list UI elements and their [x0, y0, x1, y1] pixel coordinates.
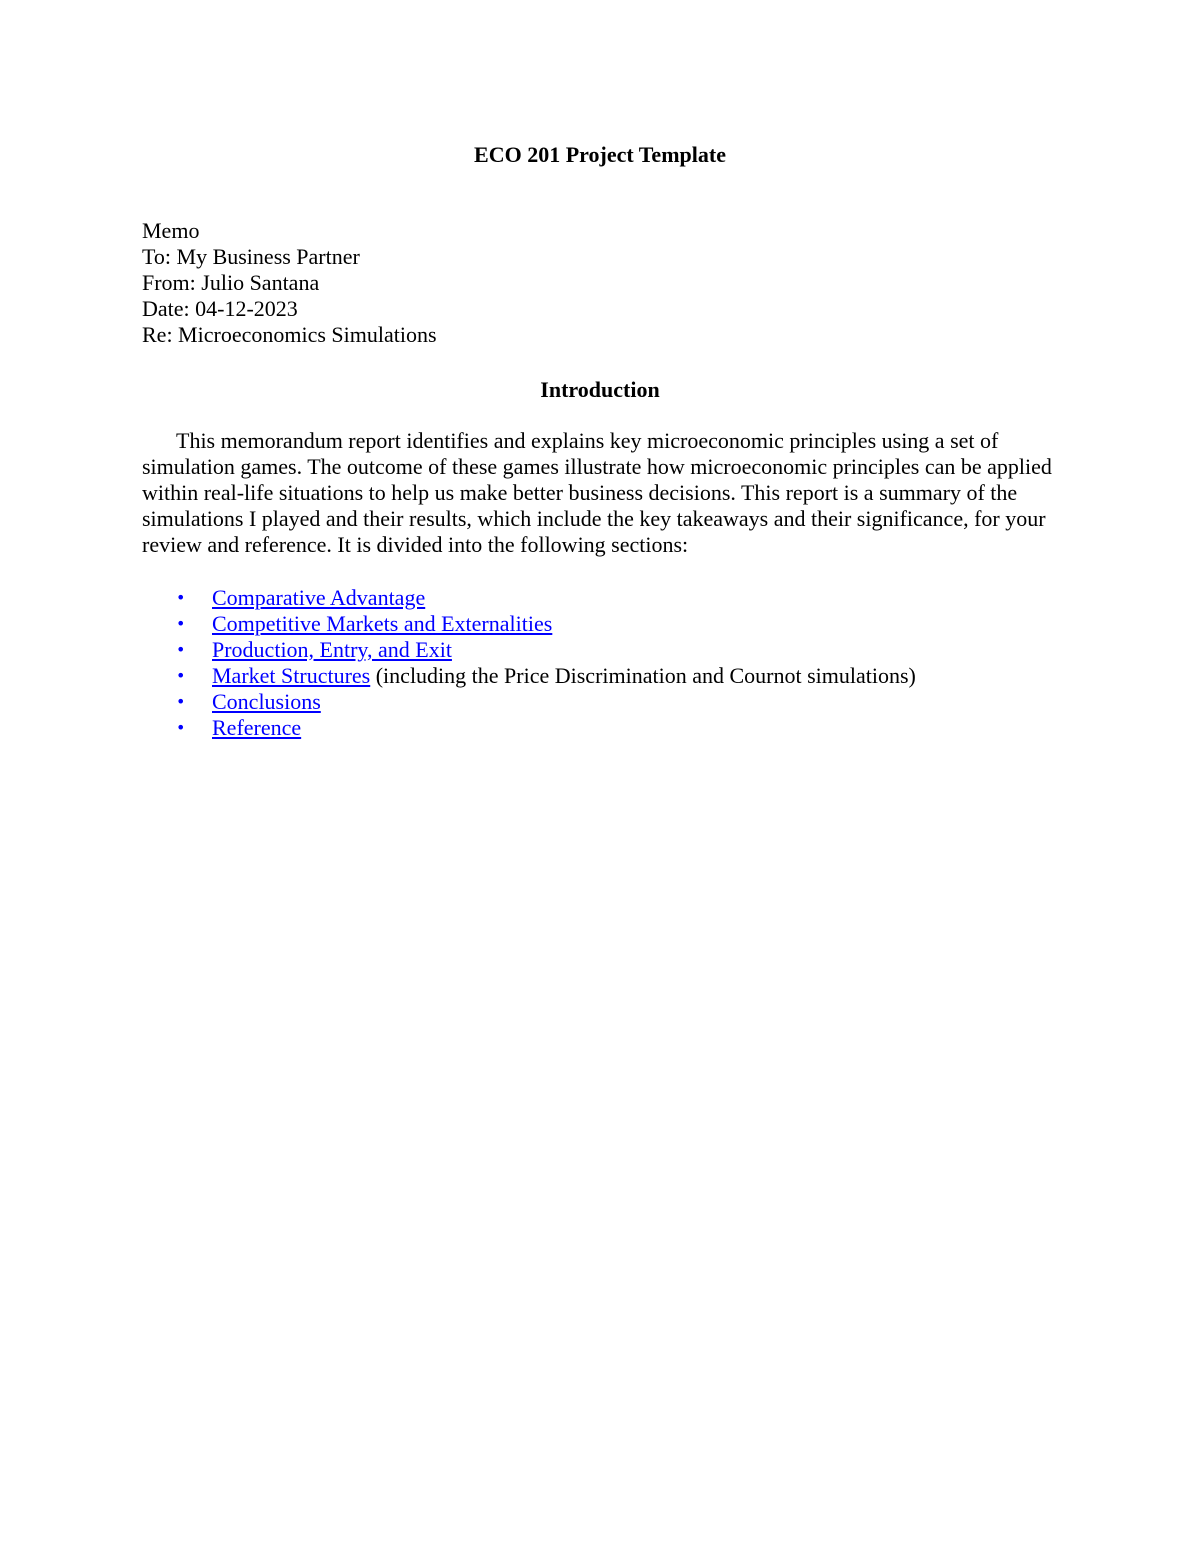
bullet-icon: •: [176, 588, 186, 607]
document-title: ECO 201 Project Template: [474, 142, 726, 167]
bullet-icon: •: [176, 614, 186, 633]
memo-from: From: Julio Santana: [142, 270, 320, 295]
bullet-icon: •: [176, 692, 186, 711]
bullet-icon: •: [176, 666, 186, 685]
memo-label: Memo: [142, 218, 200, 243]
link-comparative-advantage[interactable]: Comparative Advantage: [212, 585, 426, 610]
memo-header: [142, 218, 437, 348]
memo-re: Re: Microeconomics Simulations: [142, 322, 437, 347]
memo-date: Date: 04-12-2023: [142, 296, 298, 321]
introduction-paragraph: This memorandum report identifies and explains key microeconomic principles using a set of simulation games. The outcome of these games illustrate how microeconomic principles can be applied within real-life situations to help us make better business decisions. This report is a summary of the simulations I played and their results, which include the key takeaways and their significance, for your review and reference. It is divided into the following sections:: [142, 428, 1052, 557]
introduction-heading: Introduction: [540, 377, 660, 402]
list-item: [142, 715, 916, 741]
link-production-entry-exit[interactable]: Production, Entry, and Exit: [212, 637, 452, 662]
section-list: [142, 585, 916, 741]
list-item: [142, 611, 916, 637]
bullet-icon: •: [176, 640, 186, 659]
list-item: [142, 689, 916, 715]
list-item: [142, 585, 916, 611]
link-competitive-markets[interactable]: Competitive Markets and Externalities: [212, 611, 553, 636]
link-reference[interactable]: Reference: [212, 715, 302, 740]
link-market-structures[interactable]: Market Structures: [212, 663, 371, 688]
list-item-suffix: (including the Price Discrimination and Cournot simulations): [370, 663, 916, 688]
list-item: [142, 663, 916, 689]
memo-to: To: My Business Partner: [142, 244, 360, 269]
list-item: [142, 637, 916, 663]
bullet-icon: •: [176, 718, 186, 737]
link-conclusions[interactable]: Conclusions: [212, 689, 321, 714]
